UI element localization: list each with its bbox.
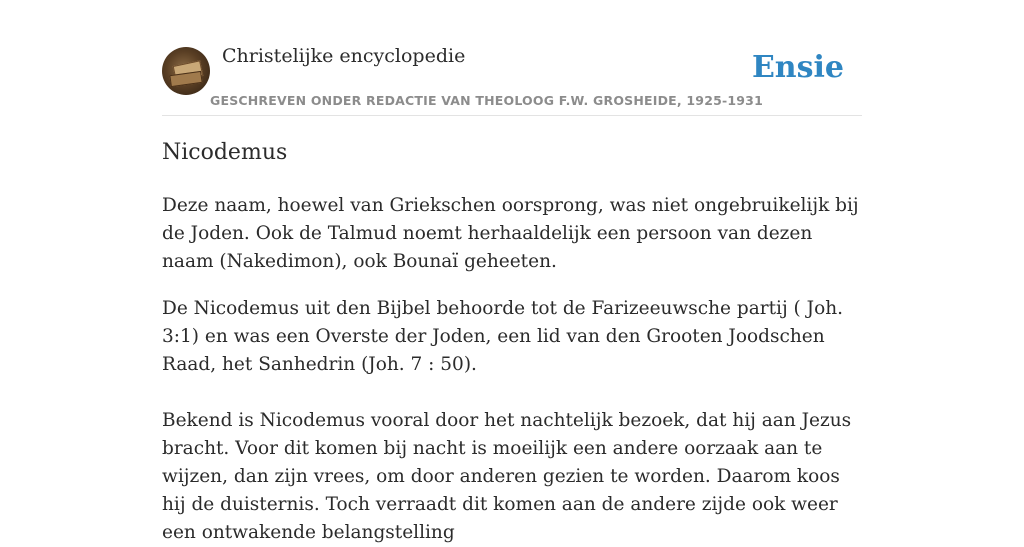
encyclopedia-avatar[interactable]	[162, 47, 210, 95]
article-paragraph: Bekend is Nicodemus vooral door het nachtelijk bezoek, dat hij aan Jezus bracht. Voor dit komen bij nacht is moeilijk een andere oorzaak aan te wijzen, dan zijn vrees, om door anderen gezien te worden. Daarom koos hij de duisternis. Toch verraadt dit komen aan de andere zijde ook weer een ontwakende belangstelling	[162, 410, 852, 543]
ensie-logo-link[interactable]: Ensie	[751, 50, 844, 85]
site-title[interactable]: Christelijke encyclopedie	[222, 45, 466, 67]
site-header	[162, 0, 862, 116]
article-paragraph: De Nicodemus uit den Bijbel behoorde tot de Farizeeuwsche partij ( Joh. 3:1) en was een Overste der Joden, een lid van den Grooten Joodschen Raad, het Sanhedrin (Joh. 7 : 50).	[162, 298, 844, 375]
page-container	[162, 0, 862, 543]
article-paragraph: Deze naam, hoewel van Griekschen oorsprong, was niet ongebruikelijk bij de Joden. Ook de Talmud noemt herhaaldelijk een persoon van dezen naam (Nakedimon), ook Bounaï geheeten.	[162, 195, 859, 272]
site-subtitle: GESCHREVEN ONDER REDACTIE VAN THEOLOOG F.W. GROSHEIDE, 1925-1931	[210, 93, 763, 108]
article-title: Nicodemus	[162, 140, 288, 165]
